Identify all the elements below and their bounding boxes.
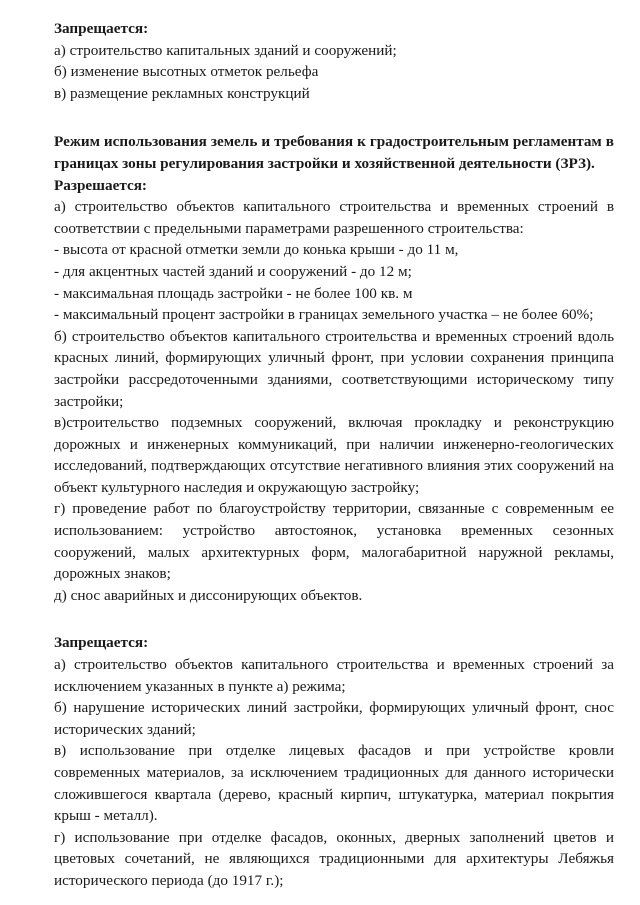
forbidden-zrz-item-g: г) использование при отделке фасадов, оконных, дверных заполнений цветов и цветовых сочетаний, не являющихся традиционными для архитектуры Лебяжья исторического периода (до 1917 г.); (54, 828, 614, 889)
zrz-section-title: Режим использования земель и требования к градостроительным регламентам в границах зоны регулирования застройки и хозяйственной деятельности (ЗРЗ). (54, 133, 614, 172)
param-accent-height: - для акцентных частей зданий и сооружений - до 12 м; (54, 262, 412, 280)
forbidden-heading-2: Запрещается: (54, 634, 149, 652)
forbidden-zrz-item-b: б) нарушение исторических линий застройки, формирующих уличный фронт, снос исторических зданий; (54, 699, 614, 738)
forbidden-zrz-item-v: в) использование при отделке лицевых фасадов и при устройстве кровли современных материалов, за исключением традиционных для данного исторически сложившегося квартала (дерево, красный кирпич, штукатурка, материал покрытия крыш - металл). (54, 742, 614, 825)
param-max-area: - максимальная площадь застройки - не более 100 кв. м (54, 284, 413, 302)
forbidden-item-a: а) строительство капитальных зданий и сооружений; (54, 41, 397, 59)
allowed-item-v: в)строительство подземных сооружений, включая прокладку и реконструкцию дорожных и инженерных коммуникаций, при наличии инженерно-геологических исследований, подтверждающих отсутствие негативного влияния этих сооружений на объект культурного наследия и окружающую застройку; (54, 414, 614, 496)
param-max-percent: - максимальный процент застройки в границах земельного участка – не более 60%; (54, 306, 594, 324)
forbidden-item-v: в) размещение рекламных конструкций (54, 84, 310, 102)
document-page (54, 18, 614, 892)
forbidden-item-b: б) изменение высотных отметок рельефа (54, 63, 319, 81)
allowed-heading: Разрешается: (54, 176, 147, 194)
forbidden-zrz-item-a: а) строительство объектов капитального строительства и временных строений за исключением указанных в пункте а) режима; (54, 656, 614, 695)
param-height: - высота от красной отметки земли до конька крыши - до 11 м, (54, 241, 459, 259)
allowed-item-a: а) строительство объектов капитального строительства и временных строений в соответствии с предельными параметрами разрешенного строительства: (54, 198, 614, 237)
allowed-item-b: б) строительство объектов капитального строительства и временных строений вдоль красных линий, формирующих уличный фронт, при условии сохранения принципа застройки рассредоточенными зданиями, соответствующими историческому типу застройки; (54, 327, 614, 410)
forbidden-heading-1: Запрещается: (54, 20, 149, 37)
allowed-item-d: д) снос аварийных и диссонирующих объектов. (54, 586, 363, 604)
allowed-item-g: г) проведение работ по благоустройству территории, связанные с современным ее использованием: устройство автостоянок, установка временных сезонных сооружений, малых архитектурных форм, малогабаритной наружной рекламы, дорожных знаков; (54, 500, 614, 583)
